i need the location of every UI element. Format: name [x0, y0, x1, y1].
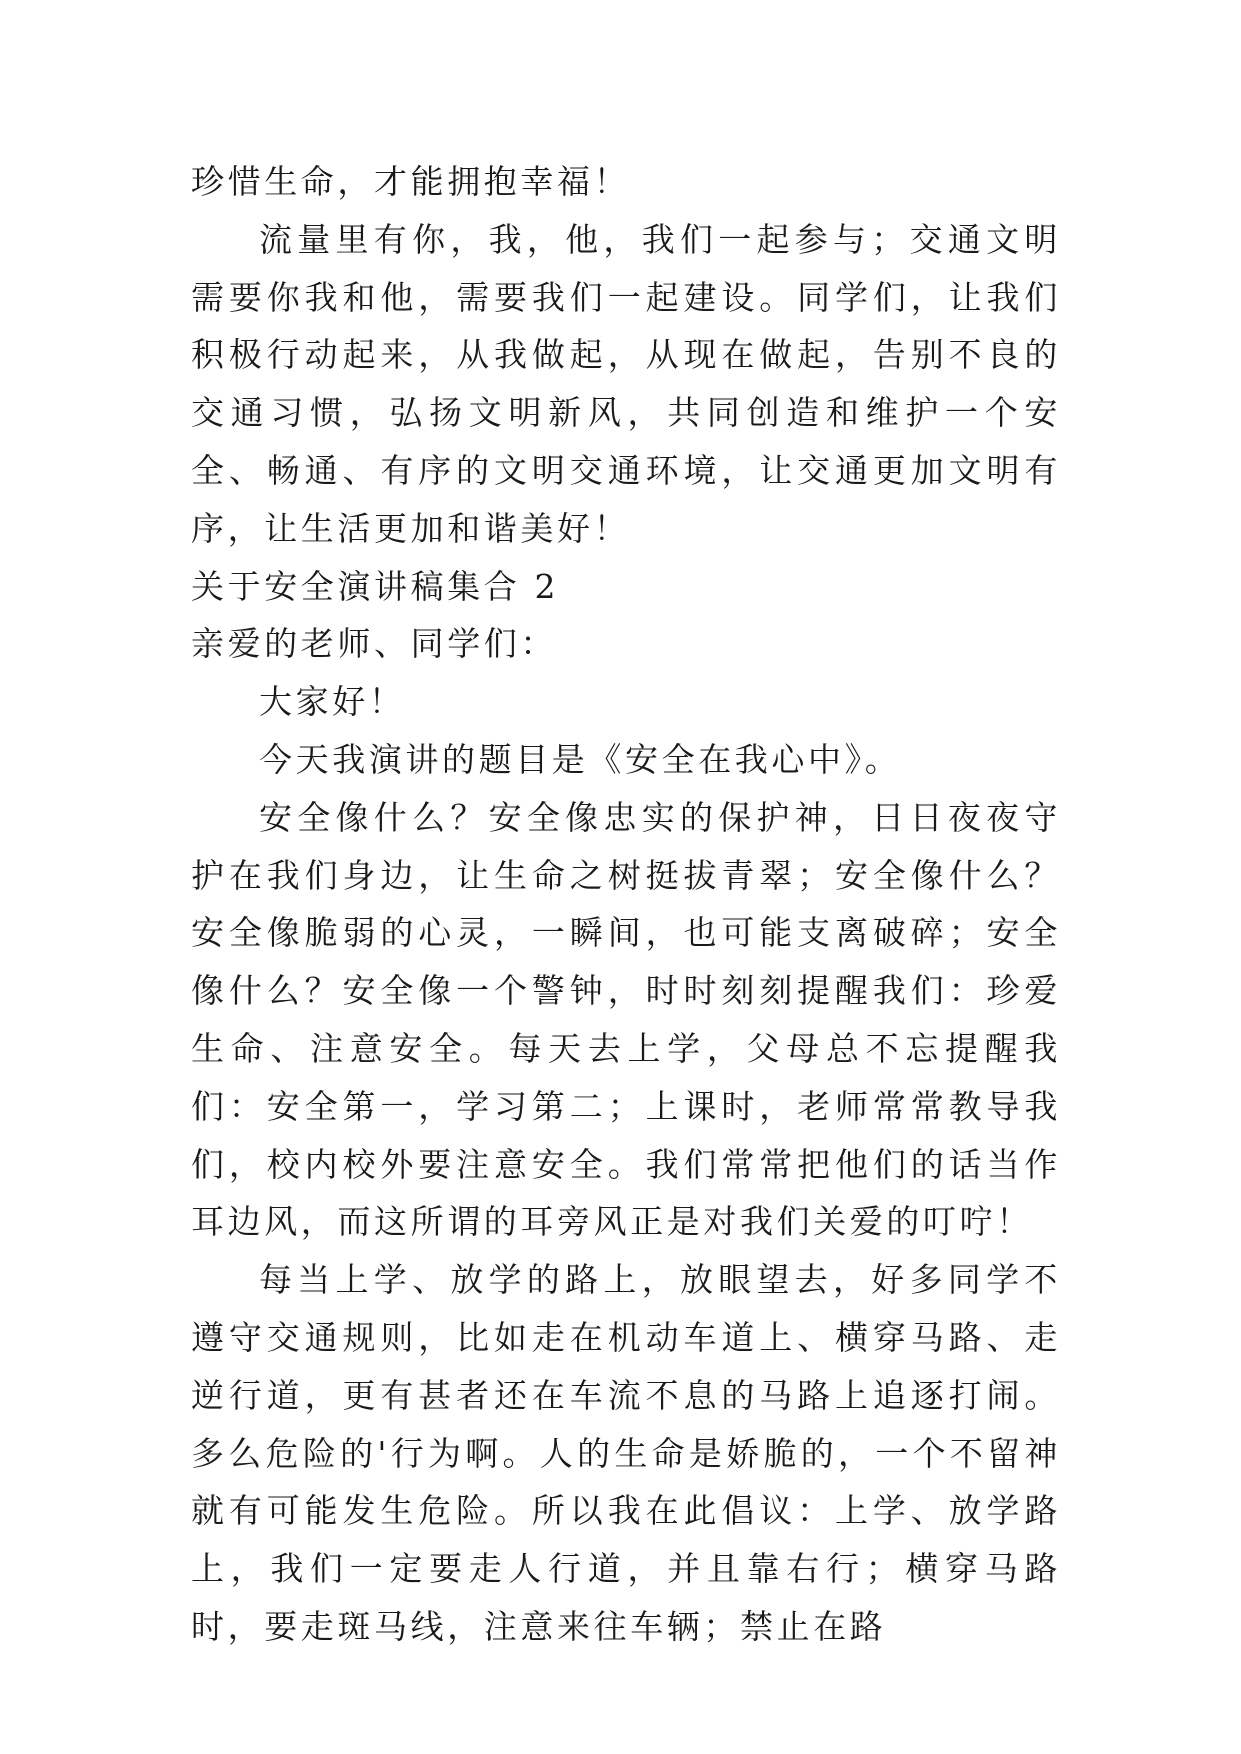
section-heading: 关于安全演讲稿集合 2 [191, 566, 560, 606]
paragraph-closing-line: 珍惜生命，才能拥抱幸福！ [191, 162, 631, 201]
paragraph-traffic-call: 流量里有你，我，他，我们一起参与；交通文明需要你我和他，需要我们一起建设。同学们，让我们积极行动起来，从我做起，从现在做起，告别不良的交通习惯，弘扬文明新风，共同创造和维护一个安全、畅通、有序的文明交通环境，让交通更加文明有序，让生活更加和谐美好！ [191, 219, 1061, 548]
paragraph-speech-title: 今天我演讲的题目是《安全在我心中》。 [259, 739, 902, 779]
salutation: 亲爱的老师、同学们： [191, 624, 557, 664]
greeting: 大家好！ [259, 682, 406, 722]
paragraph-what-is-safety: 安全像什么？安全像忠实的保护神，日日夜夜守护在我们身边，让生命之树挺拔青翠；安全像什么？安全像脆弱的心灵，一瞬间，也可能支离破碎；安全像什么？安全像一个警钟，时时刻刻提醒我们：珍爱生命、注意安全。每天去上学，父母总不忘提醒我们：安全第一，学习第二；上课时，老师常常教导我们，校内校外要注意安全。我们常常把他们的话当作耳边风，而这所谓的耳旁风正是对我们关爱的叮咛！ [191, 797, 1061, 1242]
document-body [191, 153, 1061, 1656]
paragraph-road-safety: 每当上学、放学的路上，放眼望去，好多同学不遵守交通规则，比如走在机动车道上、横穿马路、走逆行道，更有甚者还在车流不息的马路上追逐打闹。多么危险的'行为啊。人的生命是娇脆的，一个不留神就有可能发生危险。所以我在此倡议：上学、放学路上，我们一定要走人行道，并且靠右行；横穿马路时，要走斑马线，注意来往车辆；禁止在路 [191, 1260, 1061, 1646]
